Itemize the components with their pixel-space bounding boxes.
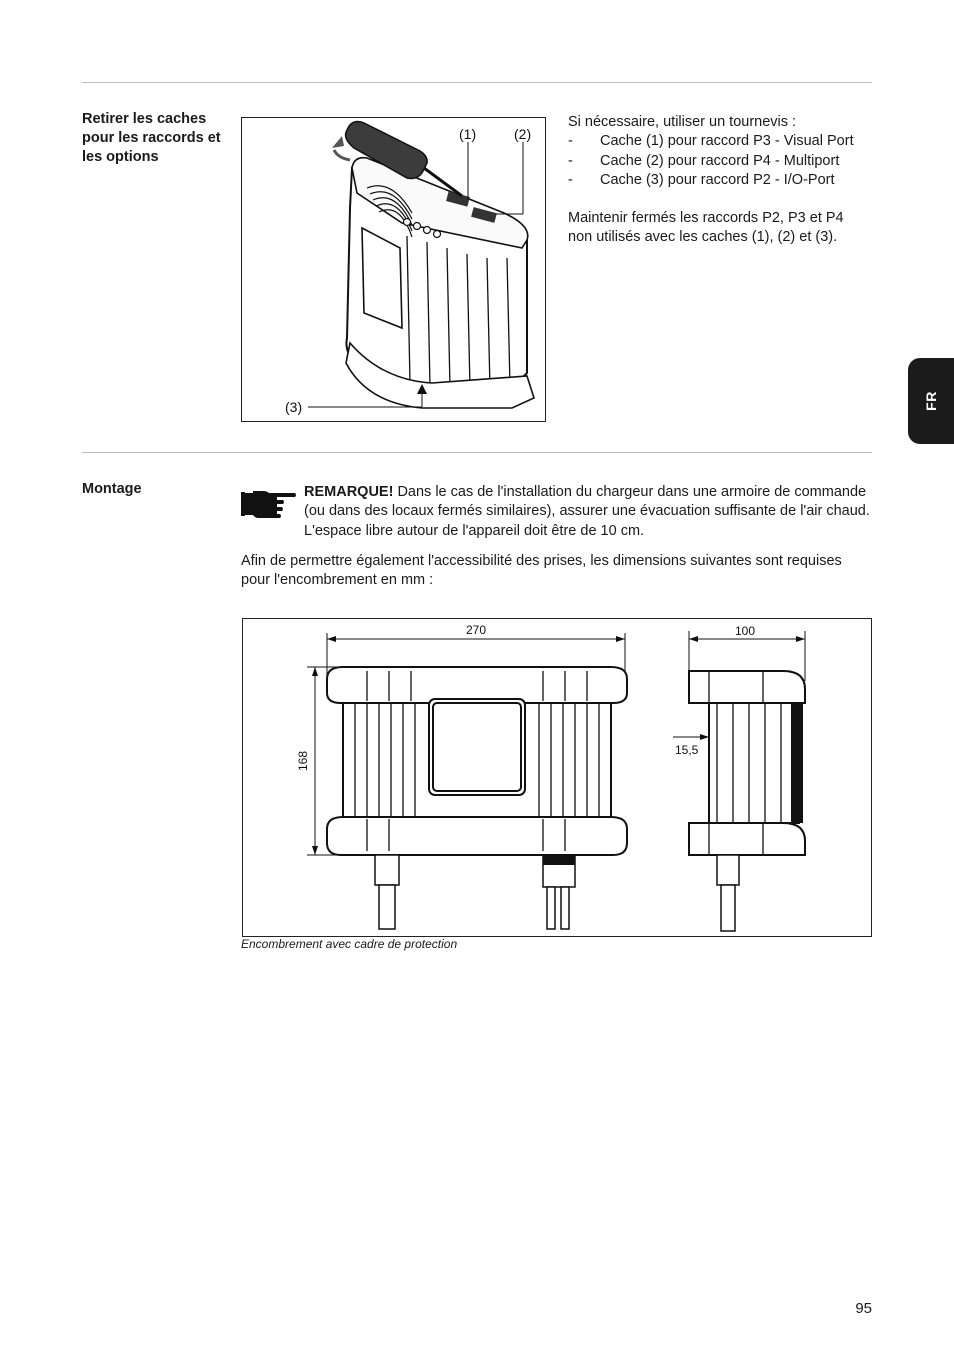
dimension-depth: 100: [734, 624, 756, 638]
remark-text: Dans le cas de l'installation du chargeur dans une armoire de commande (ou dans des locaux fermés similaires), assurer une évacuation suffisante de l'air chaud. L'espace libre autour de l'appareil doit être de 10 cm.: [304, 484, 870, 539]
figure-label-1: (1): [459, 126, 477, 142]
language-tab[interactable]: [908, 358, 954, 444]
dimension-width: 270: [465, 623, 487, 637]
dimension-offset: 15,5: [675, 743, 699, 757]
remove-covers-instructions: [568, 113, 868, 248]
dimension-height: 168: [296, 750, 310, 772]
pointing-hand-icon: [241, 487, 297, 524]
list-item: - Cache (2) pour raccord P4 - Multiport: [568, 152, 840, 169]
section-heading-remove-covers: Retirer les caches pour les raccords et les options: [82, 111, 221, 165]
remark-block: [304, 483, 872, 541]
figure-remove-covers: [241, 117, 546, 422]
remark-label: REMARQUE!: [304, 484, 394, 500]
dimensions-paragraph: Afin de permettre également l'accessibilité des prises, les dimensions suivantes sont requises pour l'encombrement en mm :: [241, 553, 842, 589]
figure-caption: Encombrement avec cadre de protection: [241, 937, 458, 951]
figure-label-3: (3): [285, 399, 303, 415]
cover-list: [568, 132, 868, 190]
top-rule: [82, 82, 872, 83]
charger-screwdriver-illustration: [242, 118, 545, 421]
section-heading-mounting: Montage: [82, 481, 142, 497]
note-text: Maintenir fermés les raccords P2, P3 et P4 non utilisés avec les caches (1), (2) et (3).: [568, 210, 844, 246]
page-number: 95: [855, 1300, 872, 1317]
list-item: - Cache (1) pour raccord P3 - Visual Port: [568, 133, 854, 150]
language-tab-label: FR: [923, 391, 939, 411]
list-item: - Cache (3) pour raccord P2 - I/O-Port: [568, 171, 835, 188]
intro-text: Si nécessaire, utiliser un tournevis :: [568, 114, 797, 130]
section-divider: [82, 452, 872, 453]
dimension-drawing: [243, 619, 871, 936]
figure-label-2: (2): [514, 126, 532, 142]
figure-dimensions: [242, 618, 872, 937]
